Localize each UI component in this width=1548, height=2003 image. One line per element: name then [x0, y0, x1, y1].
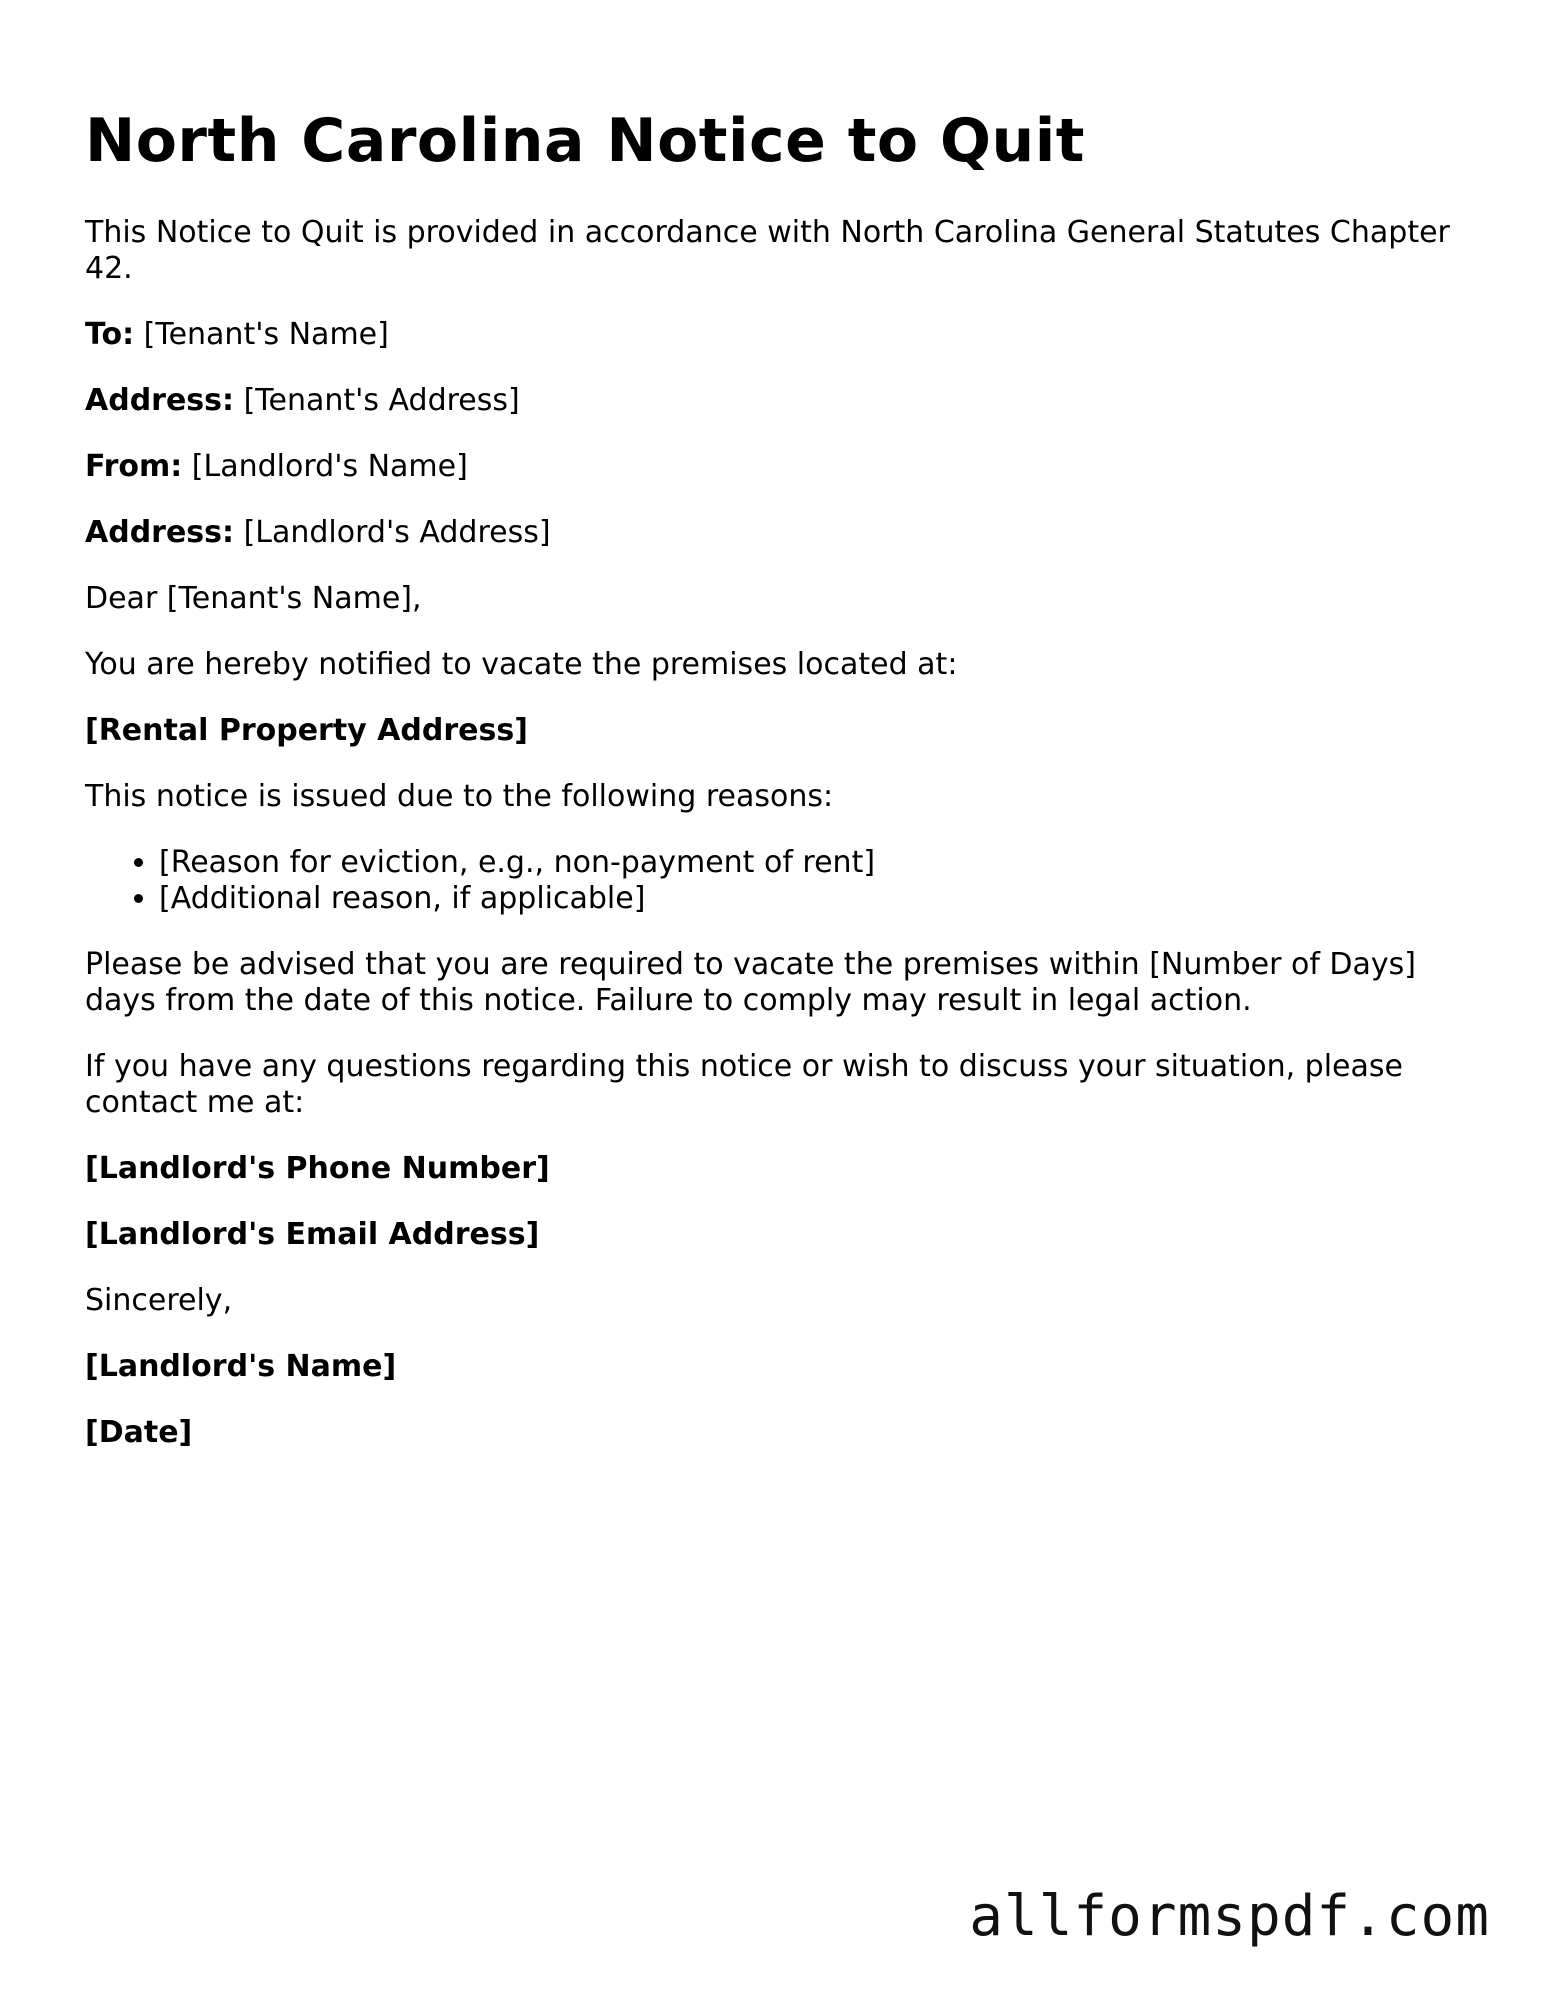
- field-label: Address:: [85, 515, 235, 550]
- document-title: North Carolina Notice to Quit: [85, 106, 1085, 176]
- field-landlord-address: [85, 515, 1475, 551]
- field-value: [Landlord's Address]: [243, 515, 551, 550]
- field-value: [Landlord's Name]: [191, 449, 468, 484]
- list-item: • [Reason for eviction, e.g., non-payment of rent]: [159, 845, 1475, 881]
- list-item: • [Additional reason, if applicable]: [159, 881, 1475, 917]
- field-label: Address:: [85, 383, 235, 418]
- reasons-intro: This notice is issued due to the following reasons:: [85, 779, 834, 814]
- reasons-list: [85, 845, 1475, 917]
- field-from: [85, 449, 1475, 485]
- field-label: To:: [85, 317, 135, 352]
- advisory-paragraph: Please be advised that you are required to vacate the premises within [Number of Days] days from the date of this notice. Failure to comply may result in legal action.: [85, 947, 1417, 1018]
- field-label: From:: [85, 449, 183, 484]
- watermark: allformspdf.com: [969, 1884, 1490, 1949]
- field-tenant-address: [85, 383, 1475, 419]
- field-value: [Tenant's Name]: [143, 317, 389, 352]
- signature-name: [Landlord's Name]: [85, 1349, 397, 1384]
- document-page: [85, 0, 1475, 1451]
- intro-paragraph: This Notice to Quit is provided in accordance with North Carolina General Statutes Chapter 42.: [85, 215, 1450, 286]
- closing: Sincerely,: [85, 1283, 233, 1318]
- field-value: [Tenant's Address]: [243, 383, 520, 418]
- field-to: [85, 317, 1475, 353]
- signature-date: [Date]: [85, 1415, 193, 1450]
- landlord-phone: [Landlord's Phone Number]: [85, 1151, 550, 1186]
- vacate-line: You are hereby notified to vacate the premises located at:: [85, 647, 958, 682]
- property-address: [Rental Property Address]: [85, 713, 528, 748]
- salutation: Dear [Tenant's Name],: [85, 581, 422, 616]
- landlord-email: [Landlord's Email Address]: [85, 1217, 540, 1252]
- contact-paragraph: If you have any questions regarding this notice or wish to discuss your situation, please contact me at:: [85, 1049, 1403, 1120]
